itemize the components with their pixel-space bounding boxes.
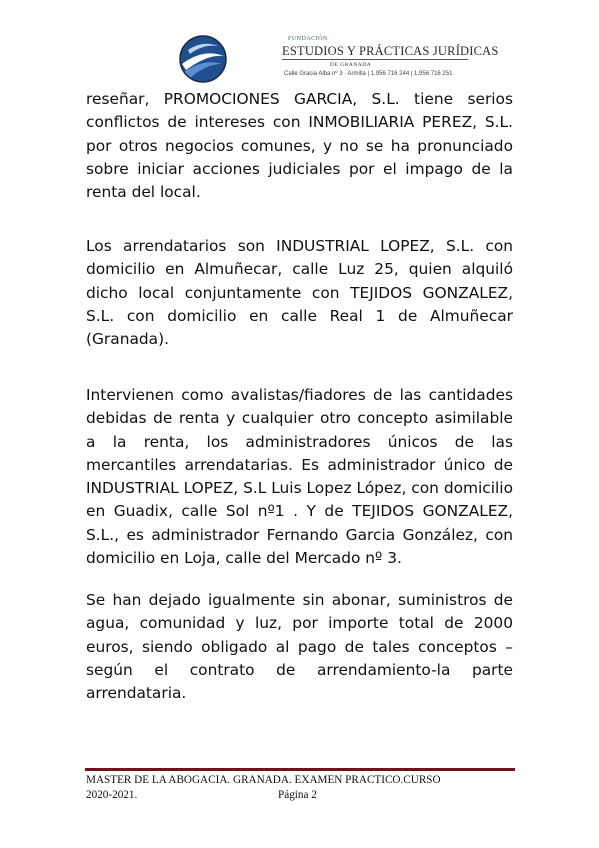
footer-divider [85, 768, 515, 771]
page-footer [86, 773, 516, 803]
paragraph-text: Se han dejado igualmente sin abonar, suministros de agua, comunidad y luz, por importe total de 2000 euros, siendo obligado al pago de tales conceptos – según el contrato de arrendamiento-la parte arrendataria. [86, 591, 513, 703]
paragraph-3 [86, 384, 513, 570]
page-number: Página 2 [278, 789, 317, 801]
footer-second-line [86, 788, 516, 803]
paragraph-2 [86, 235, 513, 351]
paragraph-1 [86, 88, 513, 204]
logo-title: ESTUDIOS Y PRÁCTICAS JURÍDICAS [282, 44, 499, 58]
logo-subtitle: DE GRANADA [330, 62, 372, 68]
logo-divider [282, 59, 468, 60]
footer-year: 2020-2021. [86, 789, 138, 801]
logo-top-text: FUNDACIÓN [288, 36, 328, 42]
paragraph-text: Los arrendatarios son INDUSTRIAL LOPEZ, S.L. con domicilio en Almuñecar, calle Luz 25, quien alquiló dicho local conjuntamente con TEJIDOS GONZALEZ, S.L. con domicilio en calle Real 1 de Almuñecar (Granada). [86, 237, 513, 349]
logo-address: Calle Gracia Alba nº 3 · Armilla | 1.956 716 244 | 1.956 716 251 [284, 71, 453, 77]
globe-emblem-icon [178, 34, 228, 84]
footer-course-title: MASTER DE LA ABOGACIA. GRANADA. EXAMEN PRACTICO.CURSO [86, 774, 441, 786]
foundation-logo [178, 34, 499, 84]
paragraph-text: Intervienen como avalistas/fiadores de las cantidades debidas de renta y cualquier otro concepto asimilable a la renta, los administradores únicos de las mercantiles arrendatarias. Es administrador único de INDUSTRIAL LOPEZ, S.L Luis Lopez López, con domicilio en Guadix, calle Sol nº1 . Y de TEJIDOS GONZALEZ, S.L., es administrador Fernando Garcia González, con domicilio en Loja, calle del Mercado nº 3. [86, 386, 513, 568]
paragraph-4 [86, 589, 513, 705]
paragraph-text: reseñar, PROMOCIONES GARCIA, S.L. tiene serios conflictos de intereses con INMOBILIARIA PEREZ, S.L. por otros negocios comunes, y no se ha pronunciado sobre iniciar acciones judiciales por el impago de la renta del local. [86, 90, 513, 202]
